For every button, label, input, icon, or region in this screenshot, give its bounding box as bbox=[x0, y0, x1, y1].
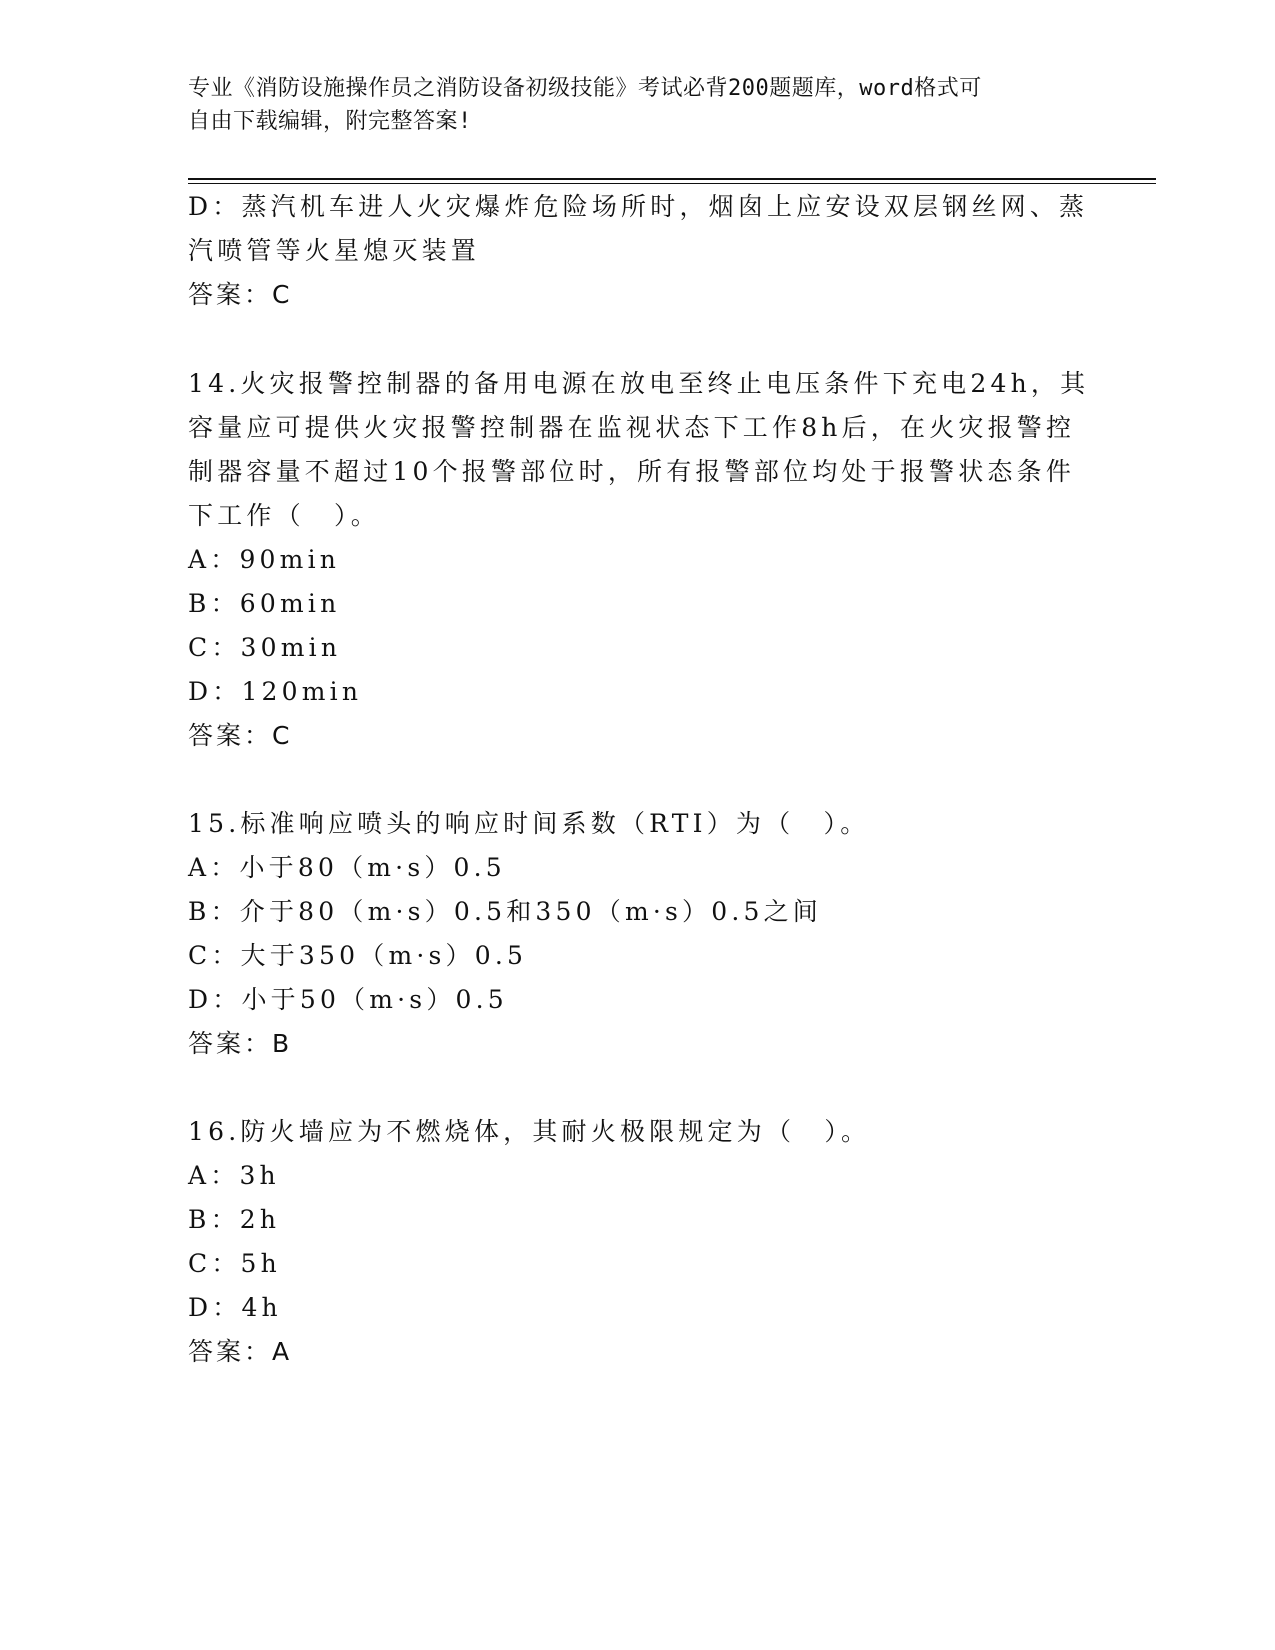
prev-option-d-line-2: 汽喷管等火星熄灭装置 bbox=[188, 236, 481, 265]
q14-option-d: D：120min bbox=[188, 677, 363, 706]
prev-option-d-line-1: D：蒸汽机车进人火灾爆炸危险场所时，烟囱上应安设双层钢丝网、蒸 bbox=[188, 192, 1089, 221]
header-title-line-2: 自由下载编辑，附完整答案! bbox=[188, 109, 472, 134]
q15-answer: 答案：B bbox=[188, 1029, 293, 1058]
q16-option-d: D：4h bbox=[188, 1293, 282, 1322]
prev-answer: 答案：C bbox=[188, 280, 293, 309]
header-title-line-1: 专业《消防设施操作员之消防设备初级技能》考试必背200题题库，word格式可 bbox=[188, 76, 982, 101]
q15-option-c: C：大于350（m·s）0.5 bbox=[188, 941, 528, 970]
q16-answer: 答案：A bbox=[188, 1337, 293, 1366]
q16-option-b: B：2h bbox=[188, 1205, 281, 1234]
document-header bbox=[188, 72, 1068, 138]
q14-option-b: B：60min bbox=[188, 589, 341, 618]
header-divider-thin bbox=[188, 183, 1156, 184]
q14-stem-line-3: 制器容量不超过10个报警部位时，所有报警部位均处于报警状态条件 bbox=[188, 457, 1076, 486]
q14-option-c: C：30min bbox=[188, 633, 342, 662]
q15-option-b: B：介于80（m·s）0.5和350（m·s）0.5之间 bbox=[188, 897, 822, 926]
header-divider-thick bbox=[188, 178, 1156, 180]
q14-option-a: A：90min bbox=[188, 545, 341, 574]
q15-option-a: A：小于80（m·s）0.5 bbox=[188, 853, 506, 882]
q14-answer: 答案：C bbox=[188, 721, 293, 750]
q16-option-c: C：5h bbox=[188, 1249, 281, 1278]
q15-stem-line-1: 15.标准响应喷头的响应时间系数（RTI）为（ ）。 bbox=[188, 809, 870, 838]
q14-stem-line-4: 下工作（ ）。 bbox=[188, 501, 380, 530]
q14-stem-line-2: 容量应可提供火灾报警控制器在监视状态下工作8h后，在火灾报警控 bbox=[188, 413, 1076, 442]
q16-stem-line-1: 16.防火墙应为不燃烧体，其耐火极限规定为（ ）。 bbox=[188, 1117, 871, 1146]
q16-option-a: A：3h bbox=[188, 1161, 280, 1190]
q15-option-d: D：小于50（m·s）0.5 bbox=[188, 985, 508, 1014]
q14-stem-line-1: 14.火灾报警控制器的备用电源在放电至终止电压条件下充电24h，其 bbox=[188, 369, 1090, 398]
